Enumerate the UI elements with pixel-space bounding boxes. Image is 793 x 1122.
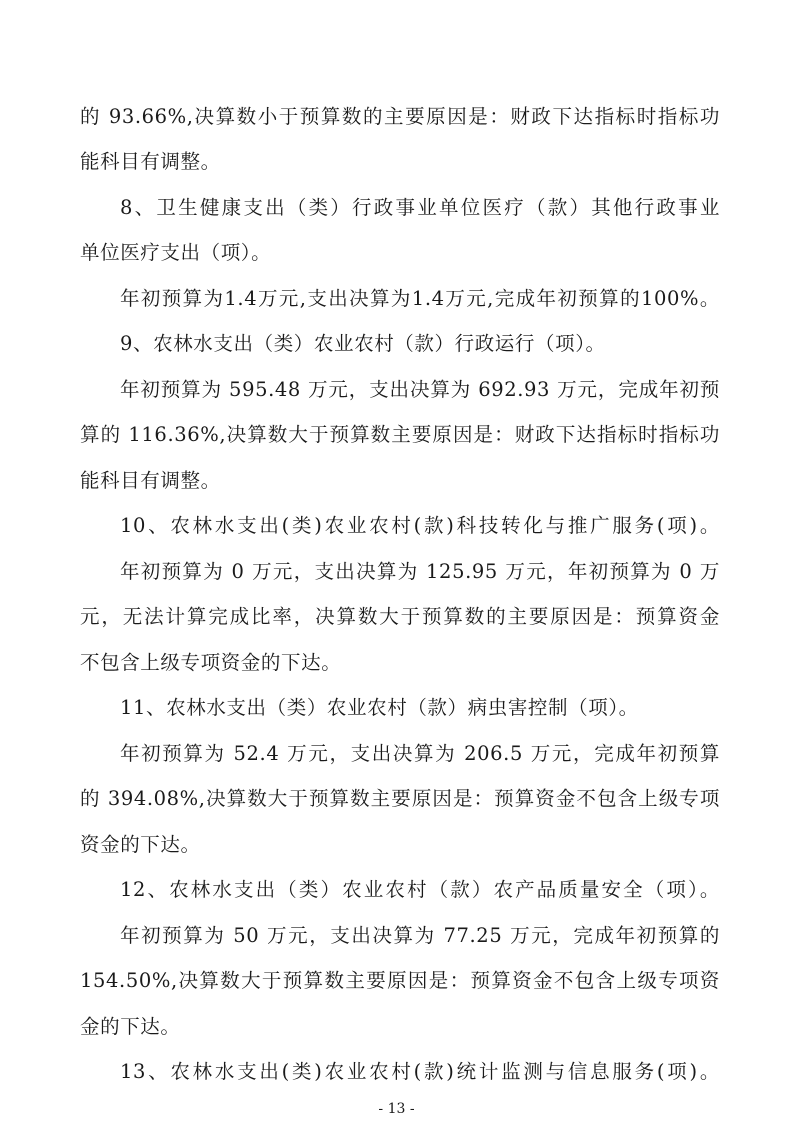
paragraph-line: 年初预算为 0 万元，支出决算为 125.95 万元，年初预算为 0 万 <box>120 560 720 583</box>
section-heading-13: 13、农林水支出(类)农业农村(款)统计监测与信息服务(项)。 <box>120 1060 720 1083</box>
paragraph-line: 算的 116.36%,决算数大于预算数主要原因是：财政下达指标时指标功 <box>80 423 720 446</box>
paragraph-line: 元，无法计算完成比率，决算数大于预算数的主要原因是：预算资金 <box>80 605 720 628</box>
page-number: - 13 - <box>378 1101 415 1117</box>
section-heading-9: 9、农林水支出（类）农业农村（款）行政运行（项）。 <box>120 332 606 355</box>
paragraph-line: 金的下达。 <box>80 1015 181 1038</box>
paragraph-line: 能科目有调整。 <box>80 469 221 492</box>
section-heading-8-cont: 单位医疗支出（项）。 <box>80 241 272 264</box>
section-heading-8: 8、卫生健康支出（类）行政事业单位医疗（款）其他行政事业 <box>120 196 720 219</box>
section-heading-12: 12、农林水支出（类）农业农村（款）农产品质量安全（项）。 <box>120 878 720 901</box>
paragraph-line: 年初预算为 595.48 万元，支出决算为 692.93 万元，完成年初预 <box>120 378 720 401</box>
paragraph-line: 154.50%,决算数大于预算数主要原因是：预算资金不包含上级专项资 <box>80 969 720 992</box>
paragraph-line: 能科目有调整。 <box>80 150 221 173</box>
section-heading-11: 11、农林水支出（类）农业农村（款）病虫害控制（项）。 <box>120 696 639 719</box>
paragraph-line: 的 394.08%,决算数大于预算数主要原因是：预算资金不包含上级专项 <box>80 787 720 810</box>
paragraph-line: 的 93.66%,决算数小于预算数的主要原因是：财政下达指标时指标功 <box>80 105 720 128</box>
paragraph-line: 不包含上级专项资金的下达。 <box>80 651 342 674</box>
paragraph-line: 年初预算为 52.4 万元，支出决算为 206.5 万元，完成年初预算 <box>120 742 720 765</box>
section-heading-10: 10、农林水支出(类)农业农村(款)科技转化与推广服务(项)。 <box>120 514 720 537</box>
paragraph-line: 年初预算为1.4万元,支出决算为1.4万元,完成年初预算的100%。 <box>120 287 720 310</box>
paragraph-line: 资金的下达。 <box>80 833 201 856</box>
paragraph-line: 年初预算为 50 万元，支出决算为 77.25 万元，完成年初预算的 <box>120 924 720 947</box>
